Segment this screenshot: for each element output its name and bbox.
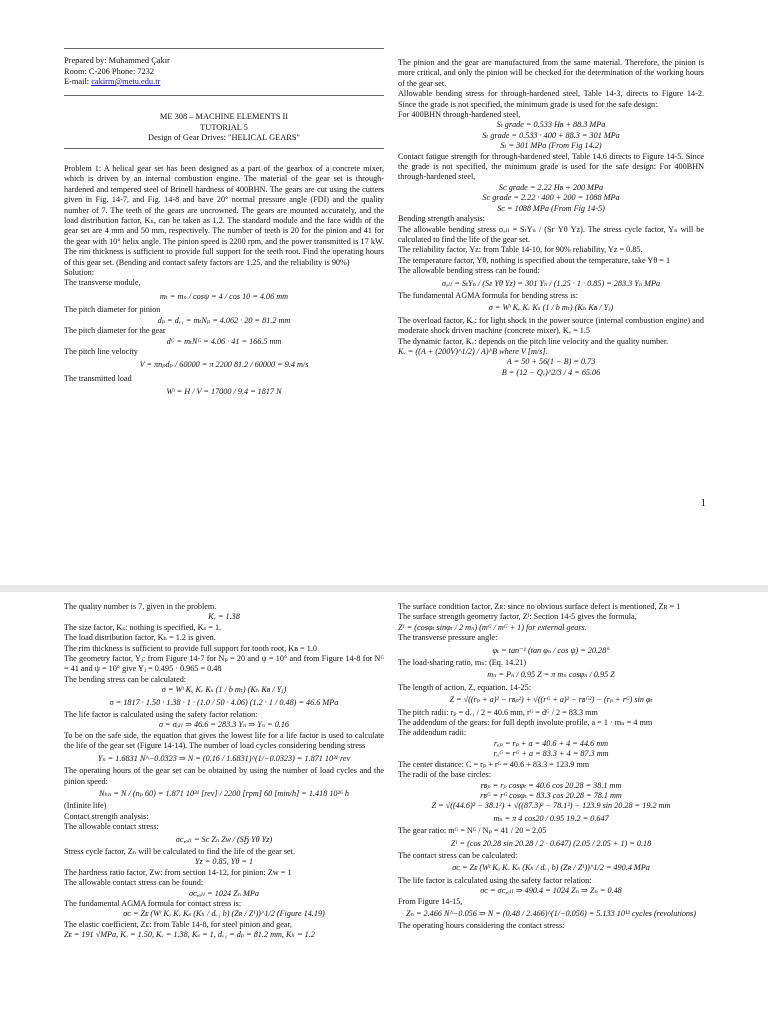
equation: Sᴄ = 1088 MPa (From Fig 14-5): [497, 203, 605, 213]
equation: Sₜ grade = 0.533 Hʙ + 88.3 MPa: [496, 120, 606, 130]
page2-right-column: [398, 602, 704, 932]
text-line: The elastic coefficient, Zᴇ: from Table 14-8, for steel pinion and gear,: [64, 919, 292, 929]
equation: rʙᴳ = rᴳ cosφₜ = 83.3 cos 20.28 = 78.1 mm: [480, 790, 622, 800]
text-line: The load distribution factor, Kₕ = 1.2 is given.: [64, 633, 216, 643]
equation: mₙ = Pₙ / 0.95 Z = π mₙ cosφₙ / 0.95 Z: [487, 670, 615, 680]
text-line: The load-sharing ratio, mₙ: (Eq. 14.21): [398, 658, 527, 668]
text-line: From Figure 14-15,: [398, 896, 463, 906]
paragraph: The overload factor, Kₒ: for light shock in the power source (internal combustion engine) and moderate shock driven machine (concrete mixer), Kₒ = 1.5: [398, 315, 704, 336]
equation: φₜ = tan⁻¹ (tan φₙ / cos ψ) = 20.28°: [492, 645, 610, 655]
text-line: The temperature factor, Yθ, nothing is specified about the temperature, take Yθ = 1: [398, 255, 671, 265]
equation: Nₕₙ = N / (nₚ 60) = 1.871 10³¹ [rev] / 2200 [rpm] 60 [min/h] = 1.418 10²⁶ h: [99, 788, 349, 798]
text-line: The allowable bending stress can be found:: [398, 266, 540, 276]
equation: σ = 1817 · 1.50 · 1.38 · 1 · (1.0 / 50 · 4.06) (1.2 · 1 / 0.48) = 46.6 MPa: [109, 697, 339, 707]
equation: Z = √((44.6)² − 38.1²) + √((87.3)² − 78.1²) − 123.9 sin 20.28 = 19.2 mm: [431, 801, 671, 811]
paragraph: The surface condition factor, Zʀ: since no obvious surface defect is mentioned, Zʀ = 1: [398, 602, 681, 611]
text-line: For 400BHN through-hardened steel,: [398, 110, 521, 120]
text-line: The surface strength geometry factor, Zᴵ: Section 14-5 gives the formula,: [398, 612, 637, 622]
equation: dₚ = dᵥ₁ = mₜNₚ = 4.062 · 20 = 81.2 mm: [157, 315, 291, 325]
text-line: The life factor is calculated using the safety factor relation:: [398, 875, 592, 885]
paragraph: The dynamic factor, Kᵥ: depends on the pitch line velocity and the quality number.: [398, 336, 669, 346]
email-line: [64, 77, 384, 88]
equation: B = (12 − Qᵥ)^2/3 / 4 = 65.06: [501, 367, 601, 377]
page2-left-column: [64, 602, 384, 941]
text-line: The hardness ratio factor, Zᴡ: from section 14-12, for pinion: Zᴡ = 1: [64, 867, 292, 877]
equation: Kᵥ = 1.38: [208, 612, 240, 622]
equation: Kᵥ = ((A + (200V)^1/2) / A)^B where V [m/s].: [398, 346, 548, 356]
equation: dᴳ = mₜNᴳ = 4.06 · 41 = 166.5 mm: [166, 336, 282, 346]
text-line: The pitch diameter for pinion: [64, 305, 161, 315]
text-line: The gear ratio: mᴳ = Nᴳ / Nₚ = 41 / 20 = 2.05: [398, 826, 547, 836]
text-line: The fundamental AGMA formula for bending stress is:: [398, 290, 578, 300]
text-line: The size factor, Kₛ: nothing is specified, Kₛ = 1.: [64, 622, 222, 632]
equation: Z = √((rₚ + a)² − rʙₚ²) + √((rᴳ + a)² − rʙᴳ²) − (rₚ + rᴳ) sin φₜ: [449, 695, 653, 705]
problem-statement: Problem 1: A helical gear set has been designed as a part of the gearbox of a concrete mixer, which is driven by an internal combustion engine. The material of the gear set is through-hardened and tempered steel of Brinell hardness of 400BHN. The gears are cut using the cutters given in Fig. 14-7, and Fig. 14-8 and have 20° normal pressure angle (FDI) and the quality number of 7. The teeth of the gears are uncrowned. The gears are mounted accurately, and the load distribution factor, Kₕ, can be taken as 1.2. The standard module and the face width of the gear set are 4 mm and 50 mm, respectively. The number of teeth is 20 for the pinion and 41 for the gear with 10° helix angle. The pinion speed is 2200 rpm, and the power transmitted is 17 kW. The rim thickness is sufficient to provide full support for the teeth root. Find the operating hours of this gear set. (Bending and contact safety factors are 1.25, and the reliability is 90%): [64, 164, 384, 267]
tutorial-subject: Design of Gear Drives: "HELICAL GEARS": [148, 133, 300, 142]
equation: Zᴇ = 191 √MPa, Kₒ = 1.50, Kᵥ = 1.38, Kₛ = 1, dᵥ₁ = dₚ = 81.2 mm, Kₕ = 1.2: [64, 930, 315, 940]
equation: Wᵗ = H / V = 17000 / 9.4 = 1817 N: [166, 387, 282, 397]
equation: rₐₚ = rₚ + a = 40.6 + 4 = 44.6 mm: [493, 738, 609, 748]
text-line: The fundamental AGMA formula for contact stress is:: [64, 898, 242, 908]
prepared-by: Prepared by: Muhammed Çakır: [64, 56, 170, 65]
equation: σ = Wᵗ Kₒ Kᵥ Kₛ (1 / b mₜ) (Kₕ Kʙ / Yⱼ): [161, 685, 287, 695]
equation: Zᴵ = (cosφₜ sinφₜ / 2 mₙ) (mᴳ / mᴳ + 1) for external gears.: [398, 622, 587, 632]
header-top-rule: [64, 48, 384, 49]
equation: σᴄ = Zᴇ (Wᵗ Kₒ Kᵥ Kₛ (Kₕ / dᵥ₁ b) (Zʀ / Zᴵ))^1/2 = 490.4 MPa: [452, 863, 650, 873]
solution-heading: Solution:: [64, 268, 95, 278]
equation: Zᴵ = (cos 20.28 sin 20.28 / 2 · 0.647) (2.05 / 2.05 + 1) = 0.18: [450, 838, 652, 848]
equation: rₐᴳ = rᴳ + a = 83.3 + 4 = 87.3 mm: [493, 749, 609, 759]
author-header: [64, 56, 384, 88]
paragraph: The operating hours of the gear set can be obtained by using the number of load cycles and the pinion speed:: [64, 766, 384, 786]
equation: rʙₚ = rₚ cosφₜ = 40.6 cos 20.28 = 38.1 mm: [480, 780, 622, 790]
text-line: (Infinite life): [64, 801, 107, 811]
paragraph: Contact fatigue strength for through-hardened steel, Table 14.6 directs to Figure 14-5. Since the grade is not specified, the minimum grade is used for the safe design: For 400BHN through-hardened steel,: [398, 151, 704, 182]
equation: Yₙ = 1.6831 N^−0.0323 ⇒ N = (0.16 / 1.6831)^(1/−0.0323) = 1.871 10³¹ rev: [97, 753, 351, 763]
document-page-2: [0, 592, 768, 1024]
equation: Sₜ grade = 0.533 · 400 + 88.3 = 301 MPa: [482, 130, 620, 140]
equation: Sᴄ grade = 2.22 Hʙ + 200 MPa: [498, 182, 604, 192]
text-line: The pitch radii: rₚ = dᵥ₁ / 2 = 40.6 mm, rᴳ = dᴳ / 2 = 83.3 mm: [398, 707, 598, 717]
section-heading: Contact strength analysis:: [64, 811, 149, 821]
text-line: The rim thickness is sufficient to provide full support for tooth root, Kʙ = 1.0: [64, 643, 318, 653]
text-line: The allowable contact stress:: [64, 822, 159, 832]
paragraph: Allowable bending stress for through-hardened steel, Table 14-3, directs to Figure 14-2. Since the grade is not specified, the minimum grade is used for the safe design:: [398, 89, 704, 109]
text-line: The contact stress can be calculated:: [398, 850, 518, 860]
equation: σ = Wᵗ Kₒ Kᵥ Kₛ (1 / b mₜ) (Kₕ Kʙ / Yⱼ): [488, 303, 614, 313]
text-line: The transverse module,: [64, 278, 141, 288]
text-line: The addendum of the gears: for full depth involute profile, a = 1 · mₙ = 4 mm: [398, 718, 653, 728]
section-heading: Bending strength analysis:: [398, 214, 485, 224]
header-bottom-rule: [64, 95, 384, 96]
paragraph: The pinion and the gear are manufactured from the same material. Therefore, the pinion is more critical, and only the pinion will be checked for the determination of the working hours of the gear set.: [398, 58, 704, 88]
text-line: The transverse pressure angle:: [398, 633, 498, 643]
paragraph: To be on the safe side, the equation that gives the lowest life for a life factor is used to calculate the life of the gear set (Figure 14-14). The number of load cycles considering bending stress: [64, 730, 384, 751]
page1-left-column: [64, 164, 384, 401]
page1-right-column: [398, 58, 704, 378]
text-line: The pitch diameter for the gear: [64, 326, 166, 336]
equation: Yᴢ = 0.85, Yθ = 1: [194, 857, 254, 867]
equation: Zₙ = 2.466 N^−0.056 ⇒ N = (0.48 / 2.466)^(1/−0.056) = 5.133 10¹² cycles (revolutions): [406, 908, 696, 918]
text-line: The quality number is 7, given in the problem.: [64, 602, 217, 611]
equation: σᴄ = σᴄ,ₐₗₗ ⇒ 490.4 = 1024 Zₙ ⇒ Zₙ = 0.48: [480, 886, 622, 896]
text-line: The addendum radii:: [398, 728, 467, 738]
email-link[interactable]: cakirm@metu.edu.tr: [91, 77, 161, 86]
equation: σᴄ,ₐₗₗ = Sᴄ Zₙ Zᴡ / (SҔ Yθ Yᴢ): [175, 834, 273, 844]
tutorial-number: TUTORIAL 5: [200, 122, 248, 132]
text-line: The reliability factor, Yᴢ: from Table 14-10, for 90% reliability, Yᴢ = 0.85.: [398, 245, 643, 255]
equation: σ = σₐₗₗ ⇒ 46.6 = 283.3 Yₙ ⇒ Yₙ = 0.16: [158, 720, 290, 730]
equation: σₐₗₗ = SₜYₙ / (Sғ Yθ Yᴢ) = 301 Yₙ / (1.25 · 1 · 0.85) = 283.3 Yₙ MPa: [441, 278, 661, 288]
text-line: The allowable contact stress can be found:: [64, 878, 204, 888]
equation: Sₜ = 301 MPa (From Fig 14.2): [500, 141, 602, 151]
text-line: The center distance: C = rₚ + rᴳ = 40.6 + 83.3 = 123.9 mm: [398, 759, 590, 769]
document-title: [64, 112, 384, 144]
equation: mₜ = mₙ / cosψ = 4 / cos 10 = 4.06 mm: [159, 291, 289, 301]
equation: σᴄ,ₐₗₗ = 1024 Zₙ MPa: [188, 888, 260, 898]
equation: A = 50 + 56(1 − B) = 0.73: [506, 357, 596, 367]
title-rule: [64, 148, 384, 149]
text-line: Stress cycle factor, Zₙ will be calculated to find the life of the gear set.: [64, 846, 296, 856]
text-line: The life factor is calculated using the safety factor relation:: [64, 710, 258, 720]
equation: Sᴄ grade = 2.22 · 400 + 200 = 1088 MPa: [482, 193, 620, 203]
email-label: E-mail:: [64, 77, 92, 86]
text-line: The pitch line velocity: [64, 346, 138, 356]
page-number: 1: [700, 497, 706, 509]
equation: V = πnₚdₚ / 60000 = π 2200 81.2 / 60000 = 9.4 m/s: [139, 360, 309, 370]
paragraph: The allowable bending stress σₐₗₗ = SₜYₙ / (Sғ Yθ Yᴢ). The stress cycle factor, Yₙ will be calculated to find the life of the gear set.: [398, 224, 704, 244]
equation: mₙ = π 4 cos20 / 0.95 19.2 = 0.647: [493, 813, 609, 823]
text-line: The radii of the base circles:: [398, 770, 491, 780]
paragraph: The geometry factor, Yⱼ: from Figure 14-7 for Nₚ = 20 and ψ = 10° and from Figure 14-8 for Nᴳ = 41 and ψ = 10° give Yⱼ = 0.495 · 0.965 = 0.48: [64, 654, 384, 674]
room-phone: Room: C-206 Phone: 7232: [64, 66, 155, 76]
course-title: ME 308 – MACHINE ELEMENTS II: [159, 112, 289, 121]
text-line: The operating hours considering the contact stress:: [398, 921, 565, 931]
equation: σᴄ = Zᴇ (Wᵗ Kₒ Kᵥ Kₛ (Kₕ / dᵥ₁ b) (Zʀ / Zᴵ))^1/2 (Figure 14.19): [123, 909, 325, 919]
text-line: The bending stress can be calculated:: [64, 674, 187, 684]
text-line: The length of action, Z, equation. 14-25:: [398, 682, 532, 692]
text-line: The transmitted load: [64, 373, 132, 383]
